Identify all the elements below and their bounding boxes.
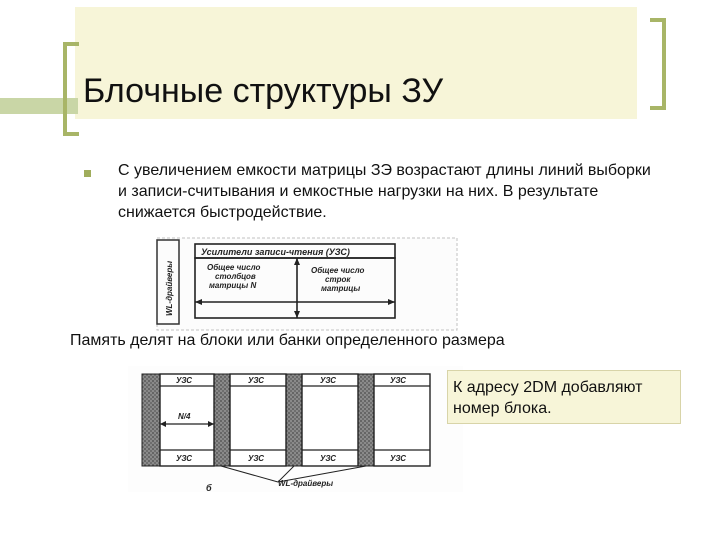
- block-2: [230, 374, 286, 466]
- wl-drivers-label: WL-драйверы: [165, 260, 174, 316]
- block-4: [374, 374, 430, 466]
- matrix-diagram-bottom: [128, 364, 463, 496]
- driver-column-3: [286, 374, 302, 466]
- driver-column-1: [142, 374, 160, 466]
- caption-text: Память делят на блоки или банки определенного размера: [70, 332, 505, 349]
- width-label: N/4: [178, 412, 191, 421]
- block-3: [302, 374, 358, 466]
- figure-letter: б: [206, 483, 212, 493]
- svg-text:матрицы N: матрицы N: [209, 281, 257, 290]
- svg-text:матрицы: матрицы: [321, 284, 361, 293]
- block-1-bottom-label: УЗС: [176, 454, 193, 463]
- bullet-marker: [84, 170, 91, 177]
- block-4-bottom-label: УЗС: [390, 454, 407, 463]
- note-text: К адресу 2DM добавляют номер блока.: [453, 379, 643, 417]
- columns-label: Общее число: [207, 263, 261, 272]
- amplifiers-label: Усилители записи-чтения (УЗС): [201, 247, 350, 257]
- right-bracket-decoration: [650, 18, 666, 110]
- svg-text:строк: строк: [325, 275, 351, 284]
- rows-label: Общее число: [311, 266, 365, 275]
- left-bracket-decoration: [63, 42, 79, 136]
- svg-text:столбцов: столбцов: [215, 272, 256, 281]
- block-4-top-label: УЗС: [390, 376, 407, 385]
- matrix-diagram-top: [155, 232, 465, 334]
- driver-column-2: [214, 374, 230, 466]
- bullet-text: С увеличением емкости матрицы ЗЭ возрастают длины линий выборки и записи-считывания и емкостные нагрузки на них. В результате снижается быстродействие.: [118, 162, 651, 221]
- block-2-bottom-label: УЗС: [248, 454, 265, 463]
- drivers-label-bottom: WL-драйверы: [278, 479, 334, 488]
- block-3-top-label: УЗС: [320, 376, 337, 385]
- block-2-top-label: УЗС: [248, 376, 265, 385]
- block-1-top-label: УЗС: [176, 376, 193, 385]
- slide-title: Блочные структуры ЗУ: [83, 72, 444, 110]
- block-3-bottom-label: УЗС: [320, 454, 337, 463]
- driver-column-4: [358, 374, 374, 466]
